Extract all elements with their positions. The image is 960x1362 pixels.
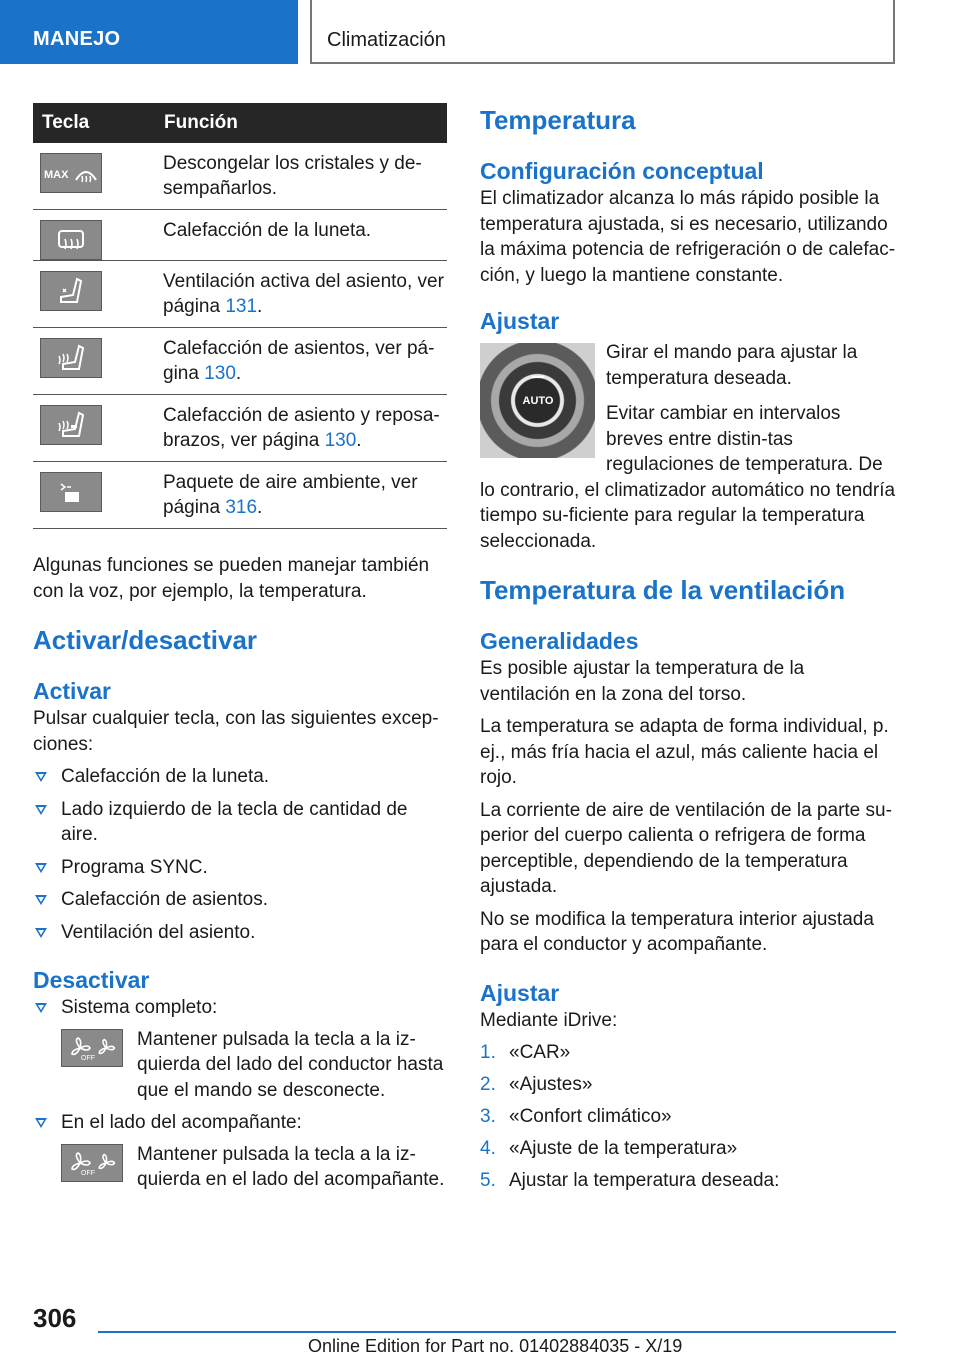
list-item: 2. «Ajustes» — [480, 1074, 593, 1095]
svg-text:MAX: MAX — [44, 169, 69, 181]
idrive-steps-list — [480, 1040, 898, 1194]
list-item: Calefacción de asientos. — [33, 887, 447, 913]
col-header-function: Función — [151, 103, 447, 143]
list-item — [33, 995, 447, 1103]
left-column — [33, 103, 447, 1200]
table-header-row — [33, 103, 447, 143]
table-row — [33, 462, 447, 529]
table-row — [33, 210, 447, 261]
off-system-text: Mantener pulsada la tecla a la iz-quierda del lado del conductor hasta que el mando se desconecte. — [137, 1028, 444, 1101]
bullet-triangle-icon — [35, 1003, 47, 1013]
list-item: 5. Ajustar la temperatura deseada: — [480, 1170, 780, 1191]
off-item-system: Sistema completo: — [61, 997, 218, 1018]
section-title: MANEJO — [33, 28, 121, 50]
right-column — [480, 103, 898, 1200]
section-tab — [0, 0, 298, 64]
col-header-key: Tecla — [33, 103, 151, 143]
seat-ventilation-icon — [40, 271, 102, 311]
adjust-note-paragraph: Evitar cambiar en intervalos breves entre distin-tas regulaciones de temperatura. De lo contrario, el climatizador automático no tendría tiempo su-ficiente para regular la temperatura seleccionada. — [480, 403, 896, 552]
rear-window-heat-icon — [40, 220, 102, 260]
heading-adjust: Ajustar — [480, 308, 560, 334]
list-item: 1. «CAR» — [480, 1042, 571, 1063]
list-item: 3. «Confort climático» — [480, 1106, 672, 1127]
list-item: Ventilación del asiento. — [33, 920, 447, 946]
off-item-passenger: En el lado del acompañante: — [61, 1112, 302, 1133]
list-item: Programa SYNC. — [33, 855, 447, 881]
heading-onoff: Activar/desactivar — [33, 625, 258, 655]
heading-vent-temp: Temperatura de la ventilación — [480, 575, 846, 605]
heading-off: Desactivar — [33, 967, 150, 993]
table-row — [33, 143, 447, 210]
key-function-table — [33, 103, 447, 529]
chapter-tab — [310, 0, 895, 64]
heading-on: Activar — [33, 678, 111, 704]
page-ref-link[interactable]: 130 — [204, 363, 236, 384]
heading-adjust-2: Ajustar — [480, 979, 560, 1006]
chapter-title: Climatización — [327, 29, 446, 51]
on-paragraph: Pulsar cualquier tecla, con las siguientes excep-ciones: — [33, 708, 439, 755]
page-ref-link[interactable]: 131 — [225, 296, 258, 317]
footer-edition-text: Online Edition for Part no. 01402884035 - X/19 — [308, 1336, 683, 1356]
heading-concept: Configuración conceptual — [480, 158, 764, 184]
page-ref-link[interactable]: 316 — [225, 497, 258, 518]
heading-temperature: Temperatura — [480, 105, 636, 135]
fan-off-key-icon — [61, 1029, 123, 1067]
row-text-1: Descongelar los cristales y de-sempañarlos. — [151, 143, 447, 210]
fan-off-key-icon — [61, 1144, 123, 1182]
general-paragraph-4: No se modifica la temperatura interior ajustada para el conductor y acompañante. — [480, 908, 874, 955]
list-item: 4. «Ajuste de la temperatura» — [480, 1138, 738, 1159]
bullet-triangle-icon — [35, 1118, 47, 1128]
general-paragraph-3: La corriente de aire de ventilación de la parte su-perior del cuerpo calienta o refrigera de forma perceptible, dependiendo de la temperatura ajustada. — [480, 799, 892, 897]
seat-armrest-heating-icon — [40, 405, 102, 445]
table-row — [33, 261, 447, 328]
list-item — [33, 1110, 447, 1193]
max-defrost-icon — [40, 153, 102, 193]
table-row — [33, 328, 447, 395]
bullet-triangle-icon — [35, 863, 47, 873]
page-number: 306 — [33, 1303, 77, 1333]
svg-text:OFF: OFF — [81, 1169, 95, 1177]
list-item: Lado izquierdo de la tecla de cantidad de aire. — [33, 797, 447, 848]
temperature-knob-image — [480, 343, 595, 458]
row-text-5: Calefacción de asiento y reposa-brazos, ver página 130. — [151, 395, 447, 462]
seat-heating-icon — [40, 338, 102, 378]
row-text-6: Paquete de aire ambiente, ver página 316. — [151, 462, 447, 529]
svg-text:OFF: OFF — [81, 1054, 95, 1062]
idrive-paragraph: Mediante iDrive: — [480, 1009, 618, 1031]
row-text-3: Ventilación activa del asiento, ver página 131. — [151, 261, 447, 328]
concept-paragraph: El climatizador alcanza lo más rápido posible la temperatura ajustada, si es necesario, utilizando la máxima potencia de refrigeración o de calefac-ción, y luego la mantiene constante. — [480, 188, 896, 286]
knob-auto-label: AUTO — [522, 395, 554, 407]
bullet-triangle-icon — [35, 928, 47, 938]
page-ref-link[interactable]: 130 — [324, 430, 357, 451]
heading-general: Generalidades — [480, 628, 639, 654]
row-text-4: Calefacción de asientos, ver pá-gina 130. — [151, 328, 447, 395]
knob-minus-mark — [532, 376, 544, 378]
off-passenger-text: Mantener pulsada la tecla a la iz-quierda en el lado del acompañante. — [137, 1143, 445, 1190]
row-text-2: Calefacción de la luneta. — [151, 210, 447, 261]
bullet-triangle-icon — [35, 772, 47, 782]
footer-divider — [98, 1331, 896, 1333]
ambient-air-icon — [40, 472, 102, 512]
general-paragraph-1: Es posible ajustar la temperatura de la ventilación en la zona del torso. — [480, 658, 805, 705]
general-paragraph-2: La temperatura se adapta de forma individual, p. ej., más fría hacia el azul, más caliente hacia el rojo. — [480, 716, 889, 788]
table-row — [33, 395, 447, 462]
off-list — [33, 995, 447, 1193]
bullet-triangle-icon — [35, 805, 47, 815]
intro-paragraph: Algunas funciones se pueden manejar también con la voz, por ejemplo, la temperatura. — [33, 555, 430, 602]
bullet-triangle-icon — [35, 895, 47, 905]
on-exceptions-list — [33, 764, 447, 945]
adjust-paragraph: Girar el mando para ajustar la temperatura deseada. — [606, 342, 858, 389]
list-item: Calefacción de la luneta. — [33, 764, 447, 790]
